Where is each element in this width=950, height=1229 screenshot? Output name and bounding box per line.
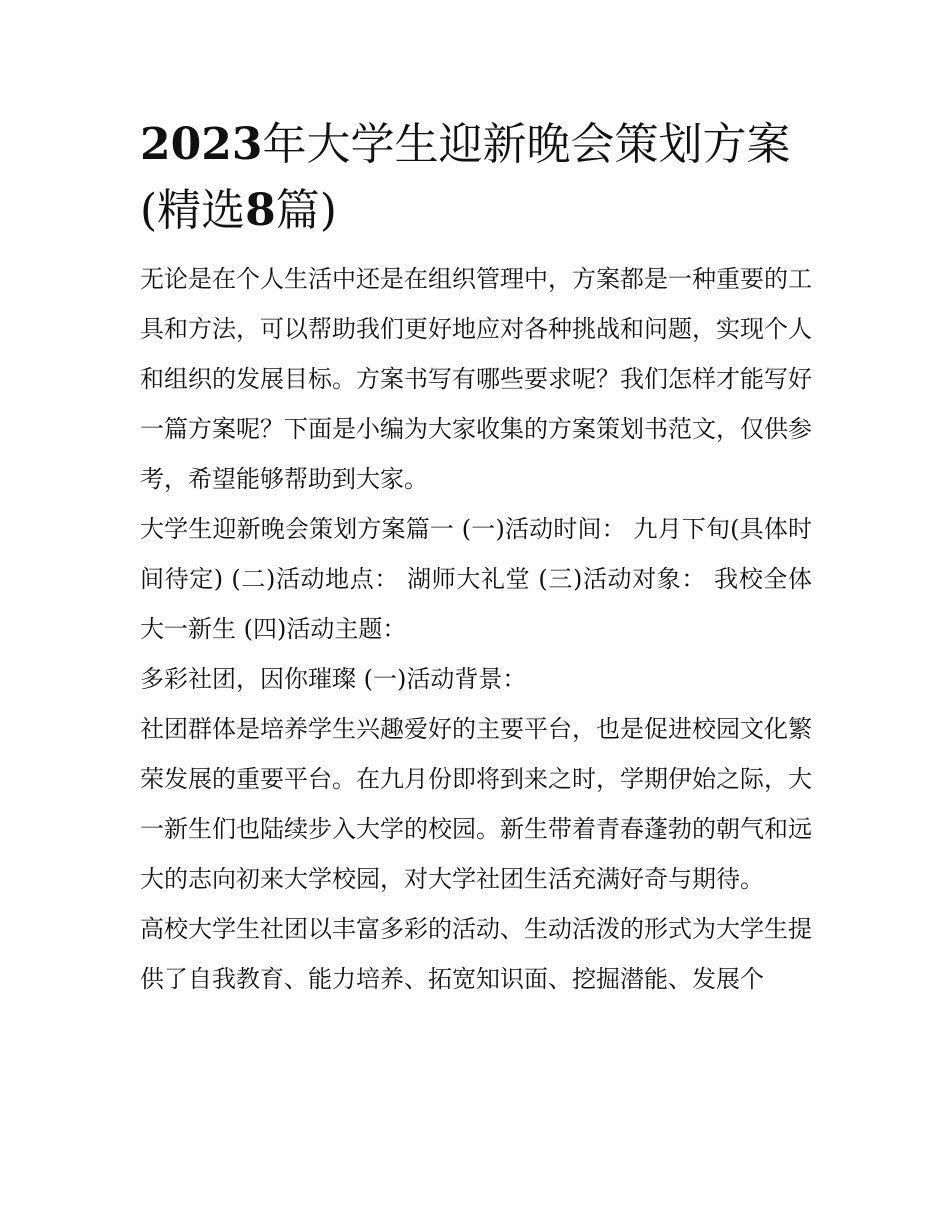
- paragraph-plan-one: 大学生迎新晚会策划方案篇一 (一)活动时间： 九月下旬(具体时间待定) (二)活动地点： 湖师大礼堂 (三)活动对象： 我校全体大一新生 (四)活动主题：: [140, 515, 812, 643]
- document-body: [140, 112, 812, 1004]
- paragraph-theme: 多彩社团，因你璀璨 (一)活动背景：: [140, 665, 527, 693]
- paragraph-intro: 无论是在个人生活中还是在组织管理中，方案都是一种重要的工具和方法，可以帮助我们更好地应对各种挑战和问题，实现个人和组织的发展目标。方案书写有哪些要求呢？我们怎样才能写好一篇方案呢？下面是小编为大家收集的方案策划书范文，仅供参考，希望能够帮助到大家。: [140, 265, 812, 493]
- paragraph-background: 社团群体是培养学生兴趣爱好的主要平台，也是促进校园文化繁荣发展的重要平台。在九月份即将到来之时，学期伊始之际，大一新生们也陆续步入大学的校园。新生带着青春蓬勃的朝气和远大的志向初来大学校园，对大学社团生活充满好奇与期待。: [140, 715, 812, 893]
- paragraph-clubs: 高校大学生社团以丰富多彩的活动、生动活泼的形式为大学生提供了自我教育、能力培养、拓宽知识面、挖掘潜能、发展个: [140, 915, 812, 993]
- document-title: 2023年大学生迎新晚会策划方案(精选8篇): [140, 119, 791, 236]
